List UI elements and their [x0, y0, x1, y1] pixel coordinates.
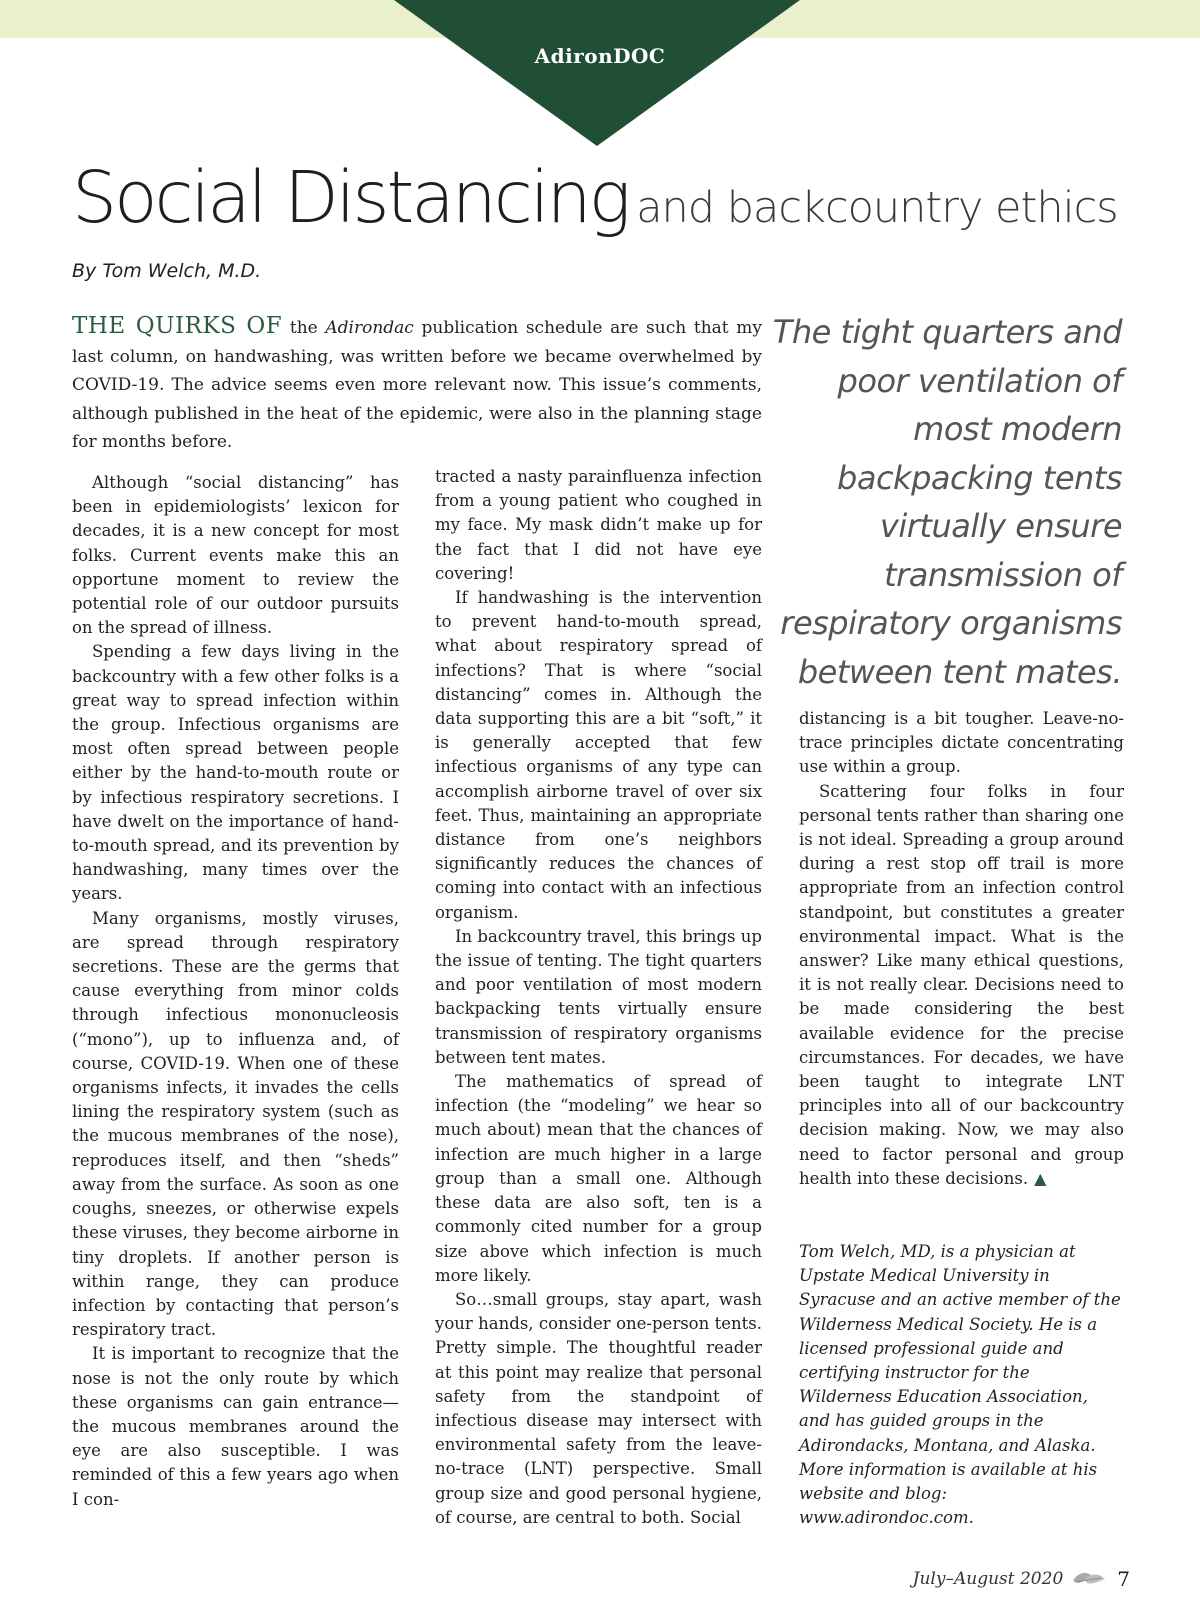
page-footer: [913, 1567, 1130, 1591]
body-paragraph: So…small groups, stay apart, wash your hands, consider one-person tents. Pretty simple. The thoughtful reader at this point may realize that personal safety from the standpoint of infectious disease may intersect with environmental safety from the leave-no-trace (LNT) perspective. Small group size and good personal hygiene, of course, are central to both. Social: [435, 1289, 762, 1527]
body-paragraph: Although “social distancing” has been in epidemiologists’ lexicon for decades, it is a new concept for most folks. Current events make this an opportune moment to review the potential role of our outdoor pursuits on the spread of illness.: [72, 473, 399, 638]
byline: By Tom Welch, M.D.: [72, 260, 262, 282]
body-text: Scattering four folks in four personal tents rather than sharing one is not ideal. Spreading a group around during a rest stop off trail is more appropriate from an infection control standpoint, but constitutes a greater environmental impact. What is the answer? Like many ethical questions, it is not really clear. Decisions need to be made considering the best available evidence for the precise circumstances. For decades, we have been taught to integrate LNT principles into all of our backcountry decision making. Now, we may also need to factor personal and group health into these decisions.: [799, 781, 1124, 1188]
issue-date: July–August 2020: [912, 1569, 1064, 1589]
column-1: [72, 471, 399, 1512]
intro-paragraph: [72, 312, 762, 457]
body-paragraph: Many organisms, mostly viruses, are spread through respiratory secretions. These are the germs that cause everything from minor colds through infectious mononucleosis (“mono”), up to influenza and, of course, COVID-19. When one of these organisms infects, it invades the cells lining the respiratory system (such as the mucous membranes of the nose), reproduces itself, and then “sheds” away from the surface. As soon as one coughs, sneezes, or otherwise expels these viruses, they become airborne in tiny droplets. If another person is within range, they can produce infection by contacting that person’s respiratory tract.: [72, 908, 399, 1340]
intro-rest: publication schedule are such that my last column, on handwashing, was written before we became overwhelmed by COVID-19. The advice seems even more relevant now. This issue’s comments, although published in the heat of the epidemic, were also in the planning stage for months before.: [72, 318, 762, 453]
oak-leaf-icon: [1071, 1569, 1109, 1589]
body-paragraph: distancing is a bit tougher. Leave-no-trace principles dictate concentrating use within a group.: [799, 709, 1124, 777]
intro-italic: Adirondac: [325, 318, 414, 338]
body-paragraph: It is important to recognize that the nose is not the only route by which these organisms can gain entrance—the mucous membranes around the eye are also susceptible. I was reminded of this a few years ago when I con-: [72, 1344, 399, 1509]
intro-pre: the: [282, 318, 326, 338]
title-main: Social Distancing: [72, 156, 629, 239]
body-paragraph: In backcountry travel, this brings up the issue of tenting. The tight quarters and poor ventilation of most modern backpacking tents virtually ensure transmission of respiratory organisms between tent mates.: [435, 926, 762, 1067]
article-title: [72, 156, 1118, 239]
intro-lead: THE QUIRKS OF: [72, 313, 283, 339]
body-paragraph: If handwashing is the intervention to prevent hand-to-mouth spread, what about respiratory spread of infections? That is where “social distancing” comes in. Although the data supporting this are a bit “soft,” it is generally accepted that few infectious organisms of any type can accomplish airborne travel of over six feet. Thus, maintaining an appropriate distance from one’s neighbors significantly reduces the chances of coming into contact with an infectious organism.: [435, 588, 762, 922]
column-3: [799, 707, 1124, 1191]
body-paragraph: The mathematics of spread of infection (the “modeling” we hear so much about) mean that the chances of infection are much higher in a large group than a small one. Although these data are also soft, ten is a commonly cited number for a group size above which infection is much more likely.: [435, 1072, 762, 1285]
pull-quote: The tight quarters and poor ventilation of most modern backpacking tents virtually ensure transmission of respiratory organisms between tent mates.: [772, 313, 1122, 691]
body-paragraph: tracted a nasty parainfluenza infection from a young patient who coughed in my face. My mask didn’t make up for the fact that I did not have eye covering!: [435, 467, 762, 583]
page-number: 7: [1117, 1567, 1130, 1591]
end-mark-icon: ▲: [1034, 1168, 1047, 1188]
header-triangle: [0, 0, 1200, 150]
body-paragraph: Spending a few days living in the backcountry with a few other folks is a great way to spread infection within the group. Infectious organisms are most often spread between people either by the hand-to-mouth route or by infectious respiratory secretions. I have dwelt on the importance of hand-to-mouth spread, and its prevention by handwashing, many times over the years.: [72, 642, 399, 904]
author-bio: Tom Welch, MD, is a physician at Upstate Medical University in Syracuse and an active member of the Wilderness Medical Society. He is a licensed professional guide and certifying instructor for the Wilderness Education Association, and has guided groups in the Adirondacks, Montana, and Alaska. More information is available at his website and blog: www.adirondoc.com.: [799, 1242, 1121, 1528]
title-sub: and backcountry ethics: [636, 183, 1118, 233]
body-paragraph: [799, 780, 1124, 1191]
section-label: AdironDOC: [534, 44, 666, 68]
column-2: [435, 465, 762, 1530]
